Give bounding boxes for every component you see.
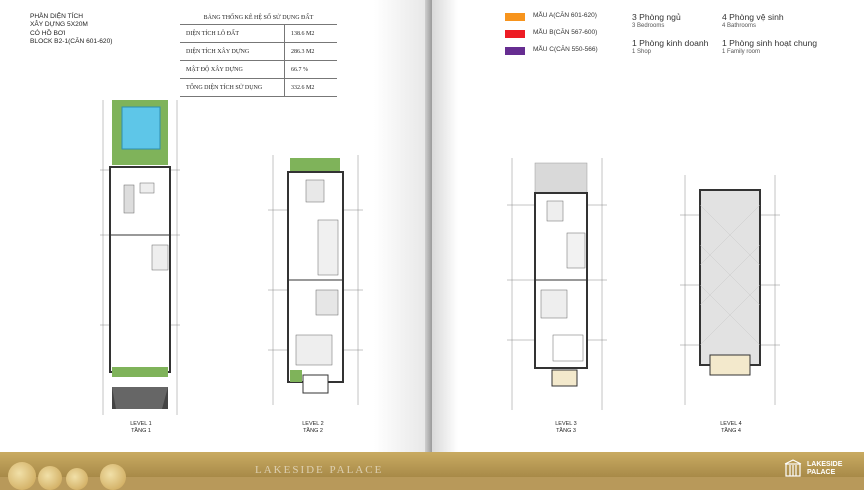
legend-item bbox=[505, 29, 625, 41]
room-vn: 3 Phòng ngủ bbox=[632, 12, 681, 22]
table-header: BẢNG THỐNG KÊ HỆ SỐ SỬ DỤNG ĐẤT bbox=[180, 12, 337, 25]
title-line: BLOCK B2-1(CĂN 601-620) bbox=[30, 37, 113, 45]
level-en: LEVEL 1 bbox=[130, 421, 152, 427]
room-en: 1 Family room bbox=[722, 49, 761, 55]
legend-label: MẪU A(CĂN 601-620) bbox=[533, 12, 597, 19]
legend-label: MẪU B(CĂN 567-600) bbox=[533, 29, 598, 36]
floor-plan-level-3 bbox=[507, 155, 607, 417]
room-vn: 1 Phòng sinh hoạt chung bbox=[722, 38, 818, 48]
room-shop bbox=[632, 38, 708, 55]
row-value: 286.3 M2 bbox=[285, 43, 338, 61]
title-line: XÂY DỰNG 5X20M bbox=[30, 21, 88, 29]
row-label: TỔNG DIỆN TÍCH SỬ DỤNG bbox=[180, 79, 285, 97]
right-page bbox=[432, 0, 864, 452]
row-label: MẬT ĐỘ XÂY DỰNG bbox=[180, 61, 285, 79]
legend-label: MẪU C(CĂN 550-566) bbox=[533, 46, 598, 53]
gold-ornament bbox=[38, 466, 62, 490]
legend-swatch-purple bbox=[505, 47, 525, 55]
row-label: DIỆN TÍCH XÂY DỰNG bbox=[180, 43, 285, 61]
floor-plan-level-4 bbox=[680, 145, 780, 415]
level-2-label bbox=[283, 421, 343, 435]
level-en: LEVEL 2 bbox=[302, 421, 324, 427]
level-en: LEVEL 3 bbox=[555, 421, 577, 427]
level-vn: TẦNG 3 bbox=[556, 428, 576, 434]
room-bedrooms bbox=[632, 12, 681, 29]
gold-ornament bbox=[66, 468, 88, 490]
level-4-label bbox=[701, 421, 761, 435]
brand-line: LAKESIDE bbox=[807, 461, 843, 468]
row-value: 66.7 % bbox=[285, 61, 338, 79]
table-row bbox=[180, 61, 337, 79]
level-vn: TẦNG 1 bbox=[131, 428, 151, 434]
title-line: PHẦN DIỆN TÍCH bbox=[30, 13, 84, 20]
brand-name bbox=[807, 461, 842, 477]
title-line: CÓ HỒ BƠI bbox=[30, 29, 66, 37]
floor-plan-level-2 bbox=[268, 150, 363, 415]
table-row bbox=[180, 43, 337, 61]
floor-plan-level-1 bbox=[100, 95, 180, 420]
room-bathrooms bbox=[722, 12, 784, 29]
brand-line: PALACE bbox=[807, 469, 836, 476]
row-value: 332.6 M2 bbox=[285, 79, 338, 97]
gold-footer-band bbox=[0, 452, 864, 477]
level-en: LEVEL 4 bbox=[720, 421, 742, 427]
legend-item bbox=[505, 12, 625, 24]
room-family bbox=[722, 38, 817, 55]
row-label: DIỆN TÍCH LÔ ĐẤT bbox=[180, 25, 285, 43]
level-1-label bbox=[111, 421, 171, 435]
brand-logo bbox=[783, 459, 853, 477]
room-vn: 1 Phòng kinh doanh bbox=[632, 38, 709, 48]
level-3-label bbox=[536, 421, 596, 435]
level-vn: TẦNG 2 bbox=[303, 428, 323, 434]
area-title bbox=[30, 13, 112, 46]
brand-watermark: LAKESIDE PALACE bbox=[255, 464, 384, 476]
table-row bbox=[180, 79, 337, 97]
gold-ornament bbox=[100, 464, 126, 490]
level-vn: TẦNG 4 bbox=[721, 428, 741, 434]
land-use-table bbox=[180, 12, 337, 97]
row-value: 138.6 M2 bbox=[285, 25, 338, 43]
room-en: 3 Bedrooms bbox=[632, 23, 665, 29]
room-en: 4 Bathrooms bbox=[722, 23, 757, 29]
gold-ornament bbox=[8, 462, 36, 490]
room-en: 1 Shop bbox=[632, 49, 652, 55]
palace-logo-icon bbox=[783, 459, 803, 477]
legend-item bbox=[505, 46, 625, 58]
book-spine bbox=[425, 0, 432, 452]
legend-swatch-red bbox=[505, 30, 525, 38]
table-row bbox=[180, 25, 337, 43]
legend-swatch-orange bbox=[505, 13, 525, 21]
room-vn: 4 Phòng vệ sinh bbox=[722, 12, 784, 22]
